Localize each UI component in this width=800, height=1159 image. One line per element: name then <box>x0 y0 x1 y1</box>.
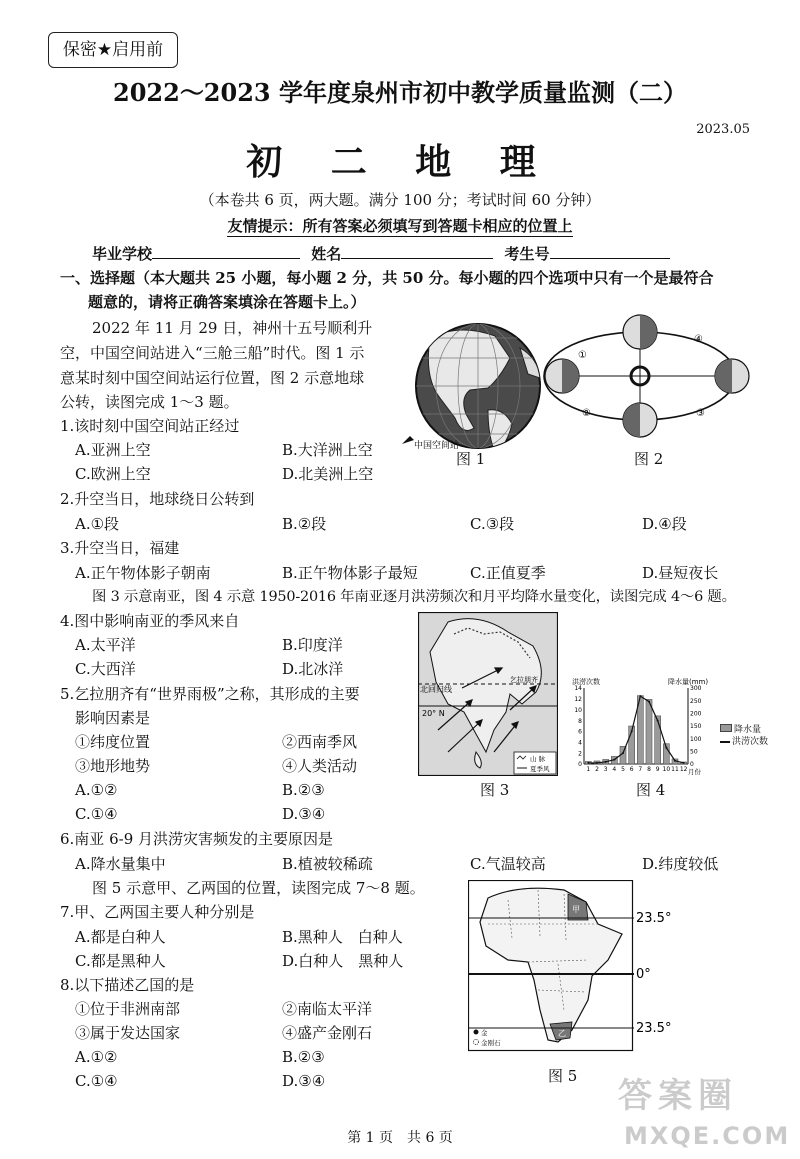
exam-tip <box>0 216 800 236</box>
chart-right-tick-label: 300 <box>690 685 702 693</box>
orbit-marker-3: ③ <box>696 408 705 419</box>
figure-5-caption: 图 5 <box>548 1067 578 1085</box>
space-station-icon <box>402 436 414 444</box>
chart-right-axis-title: 降水量(mm) <box>668 678 709 686</box>
q4-option-b[interactable]: B.印度洋 <box>282 636 343 654</box>
chart-bar-rain <box>646 699 652 764</box>
q3-option-d[interactable]: D.昼短夜长 <box>642 564 719 582</box>
q2-stem: 2.升空当日，地球绕日公转到 <box>60 490 255 508</box>
lat-north-label: 23.5° <box>636 911 672 926</box>
q2-option-a[interactable]: A.①段 <box>75 515 120 533</box>
chart-right-tick-label: 100 <box>690 735 702 743</box>
lat-south-label: 23.5° <box>636 1021 672 1036</box>
chart-point-flood <box>613 759 615 761</box>
intro1-line4: 公转，读图完成 1～3 题。 <box>60 393 239 411</box>
q5-option-b[interactable]: B.②③ <box>282 781 325 799</box>
legend-flood-label: 洪涝次数 <box>732 737 769 747</box>
confidential-badge: 保密★启用前 <box>48 32 178 68</box>
chart-line-flood <box>588 696 683 763</box>
q5-stem-line2: 影响因素是 <box>75 709 151 727</box>
q8-option-b[interactable]: B.②③ <box>282 1048 325 1066</box>
q5-item-4: ④人类活动 <box>282 757 358 775</box>
q6-option-d[interactable]: D.纬度较低 <box>642 855 719 873</box>
chart-left-axis-title: 洪涝次数 <box>572 678 600 686</box>
q1-option-d[interactable]: D.北美洲上空 <box>282 465 374 483</box>
q8-item-4: ④盛产金刚石 <box>282 1024 373 1042</box>
name-label: 姓名 <box>311 245 342 263</box>
q6-option-c[interactable]: C.气温较高 <box>470 855 546 873</box>
intro3: 图 5 示意甲、乙两国的位置，读图完成 7～8 题。 <box>92 879 425 897</box>
q6-stem: 6.南亚 6-9 月洪涝灾害频发的主要原因是 <box>60 830 334 848</box>
label-jia: 甲 <box>572 905 580 914</box>
tip-text: 友情提示：所有答案必须填写到答题卡相应的位置上 <box>227 217 573 235</box>
legend-rain-label: 降水量 <box>734 725 762 735</box>
chart-point-flood <box>622 752 624 754</box>
exam-date: 2023.05 <box>696 122 750 137</box>
id-blank[interactable] <box>550 242 670 259</box>
chart-right-tick-label: 150 <box>690 723 702 731</box>
chart-point-flood <box>683 762 685 764</box>
q7-option-a[interactable]: A.都是白种人 <box>75 928 166 946</box>
intro1-line1: 2022 年 11 月 29 日，神州十五号顺利升 <box>92 319 373 337</box>
q5-item-2: ②西南季风 <box>282 733 358 751</box>
q4-option-c[interactable]: C.大西洋 <box>75 660 136 678</box>
orbit-marker-4: ④ <box>694 334 703 345</box>
q3-option-c[interactable]: C.正值夏季 <box>470 564 546 582</box>
chart-left-tick-label: 12 <box>574 696 582 704</box>
figure-4-chart <box>570 674 718 778</box>
intro1-line2: 空，中国空间站进入“三舱三船”时代。图 1 示 <box>60 344 365 362</box>
q6-option-a[interactable]: A.降水量集中 <box>75 855 166 873</box>
chart-month-suffix: 月份 <box>688 768 701 776</box>
chart-x-tick-label: 10 <box>662 766 671 773</box>
watermark-url: MXQE.COM <box>624 1122 791 1150</box>
chart-right-tick-label: 250 <box>690 697 702 705</box>
q2-option-c[interactable]: C.③段 <box>470 515 515 533</box>
chart-point-flood <box>665 747 667 749</box>
q4-stem: 4.图中影响南亚的季风来自 <box>60 612 240 630</box>
q7-option-d[interactable]: D.白种人 黑种人 <box>282 952 404 970</box>
chart-point-flood <box>631 730 633 732</box>
chart-x-tick-label: 12 <box>679 766 688 773</box>
q8-stem: 8.以下描述乙国的是 <box>60 976 195 994</box>
q8-item-3: ③属于发达国家 <box>75 1024 181 1042</box>
chart-x-tick-label: 4 <box>612 766 617 773</box>
q7-stem: 7.甲、乙两国主要人种分别是 <box>60 903 255 921</box>
figure-1-globe <box>400 318 550 468</box>
legend-rain-swatch <box>720 724 732 732</box>
chart-point-flood <box>657 720 659 722</box>
name-blank[interactable] <box>341 242 493 259</box>
q8-item-1: ①位于非洲南部 <box>75 1000 181 1018</box>
chart-left-tick-label: 2 <box>578 750 582 758</box>
exam-note: （本卷共 6 页，两大题。满分 100 分；考试时间 60 分钟） <box>199 191 601 209</box>
page-footer: 第 1 页 共 6 页 <box>347 1130 453 1146</box>
figure-3-south-asia-map <box>418 612 558 776</box>
chart-point-flood <box>605 761 607 763</box>
q1-stem: 1.该时刻中国空间站正经过 <box>60 417 240 435</box>
chart-left-tick-label: 0 <box>578 761 582 769</box>
chart-point-flood <box>596 762 598 764</box>
label-20n: 20° N <box>422 709 445 718</box>
label-tropic: 北回归线 <box>420 685 452 694</box>
q1-option-c[interactable]: C.欧洲上空 <box>75 465 151 483</box>
q2-option-d[interactable]: D.④段 <box>642 515 687 533</box>
chart-bar-rain <box>655 716 661 764</box>
label-yi: 乙 <box>558 1029 566 1038</box>
q2-option-b[interactable]: B.②段 <box>282 515 327 533</box>
chart-point-flood <box>648 701 650 703</box>
label-city: 乞拉朋齐 <box>510 676 538 684</box>
legend-rain-row <box>720 724 768 736</box>
legend-mountain: 山 脉 <box>530 755 546 763</box>
section-heading-line2: 题意的，请将正确答案填涂在答题卡上。） <box>88 293 366 311</box>
figure-1-caption: 图 1 <box>456 450 486 468</box>
legend-diamond: 金刚石 <box>481 1039 501 1047</box>
q8-option-c[interactable]: C.①④ <box>75 1072 118 1090</box>
subject-title: 初 二 地 理 <box>246 141 554 183</box>
q1-option-a[interactable]: A.亚洲上空 <box>75 441 151 459</box>
chart-x-tick-label: 2 <box>595 766 599 773</box>
q4-option-a[interactable]: A.太平洋 <box>75 636 136 654</box>
q5-option-a[interactable]: A.①② <box>75 781 118 799</box>
chart-x-tick-label: 9 <box>655 766 660 773</box>
school-label: 毕业学校 <box>92 245 153 263</box>
q8-item-2: ②南临太平洋 <box>282 1000 373 1018</box>
chart-point-flood <box>674 760 676 762</box>
q7-option-b[interactable]: B.黑种人 白种人 <box>282 928 403 946</box>
q5-option-c[interactable]: C.①④ <box>75 805 118 823</box>
chart-point-flood <box>587 762 589 764</box>
q3-option-b[interactable]: B.正午物体影子最短 <box>282 564 418 582</box>
chart-left-tick-label: 6 <box>578 728 582 736</box>
q6-option-b[interactable]: B.植被较稀疏 <box>282 855 373 873</box>
info-fields <box>92 242 670 264</box>
school-blank[interactable] <box>152 242 300 259</box>
orbit-marker-2: ② <box>582 408 591 419</box>
chart-x-tick-label: 11 <box>671 766 679 773</box>
q3-option-a[interactable]: A.正午物体影子朝南 <box>75 564 211 582</box>
chart-plot <box>574 685 701 773</box>
orbit-marker-1: ① <box>578 350 587 361</box>
chart-right-tick-label: 50 <box>690 748 698 756</box>
id-label: 考生号 <box>504 245 550 263</box>
chart-left-tick-label: 10 <box>574 706 582 714</box>
chart-x-tick-label: 8 <box>647 766 651 773</box>
q5-option-d[interactable]: D.③④ <box>282 805 326 823</box>
chart-x-tick-label: 5 <box>621 766 625 773</box>
section-heading-line1: 一、选择题（本大题共 25 小题，每小题 2 分，共 50 分。每小题的四个选项中只有一个是最符合 <box>60 269 714 287</box>
figure-5-africa-map <box>468 880 683 1062</box>
q8-option-d[interactable]: D.③④ <box>282 1072 326 1090</box>
intro2: 图 3 示意南亚，图 4 示意 1950-2016 年南亚逐月洪涝频次和月平均降水量变化，读图完成 4～6 题。 <box>92 589 736 605</box>
figure-3-caption: 图 3 <box>480 781 510 799</box>
figure-4-caption: 图 4 <box>636 781 666 799</box>
chart-point-flood <box>639 695 641 697</box>
chart-left-tick-label: 14 <box>574 685 582 693</box>
chart-left-tick-label: 8 <box>578 717 582 725</box>
q3-stem: 3.升空当日，福建 <box>60 539 180 557</box>
q5-item-1: ①纬度位置 <box>75 733 151 751</box>
q1-option-b[interactable]: B.大洋洲上空 <box>282 441 373 459</box>
figure-2-orbit <box>538 314 770 454</box>
chart-left-tick-label: 4 <box>578 739 582 747</box>
chart-x-tick-label: 7 <box>638 766 643 773</box>
exam-title: 2022～2023 学年度泉州市初中教学质量监测（二） <box>113 78 687 107</box>
chart-x-tick-label: 6 <box>629 766 634 773</box>
chart-legend <box>720 724 768 748</box>
legend-flood-row <box>720 736 768 748</box>
chart-right-tick-label: 0 <box>690 761 694 769</box>
q5-stem-line1: 5.乞拉朋齐有“世界雨极”之称，其形成的主要 <box>60 685 360 703</box>
q7-option-c[interactable]: C.都是黑种人 <box>75 952 166 970</box>
legend-flood-swatch <box>720 741 730 743</box>
chart-x-tick-label: 1 <box>586 766 591 773</box>
chart-right-tick-label: 200 <box>690 710 702 718</box>
q8-option-a[interactable]: A.①② <box>75 1048 118 1066</box>
lat-zero-label: 0° <box>636 967 651 982</box>
watermark-logo: 答案圈 <box>618 1076 738 1116</box>
intro1-line3: 意某时刻中国空间站运行位置，图 2 示意地球 <box>60 369 365 387</box>
legend-gold: 金 <box>481 1029 488 1037</box>
legend-monsoon: 夏季风 <box>530 765 550 773</box>
space-station-label: 中国空间站 <box>414 441 460 451</box>
figure-2-caption: 图 2 <box>634 450 664 468</box>
gold-icon <box>474 1030 479 1035</box>
q4-option-d[interactable]: D.北冰洋 <box>282 660 344 678</box>
q5-item-3: ③地形地势 <box>75 757 151 775</box>
chart-x-tick-label: 3 <box>603 766 608 773</box>
